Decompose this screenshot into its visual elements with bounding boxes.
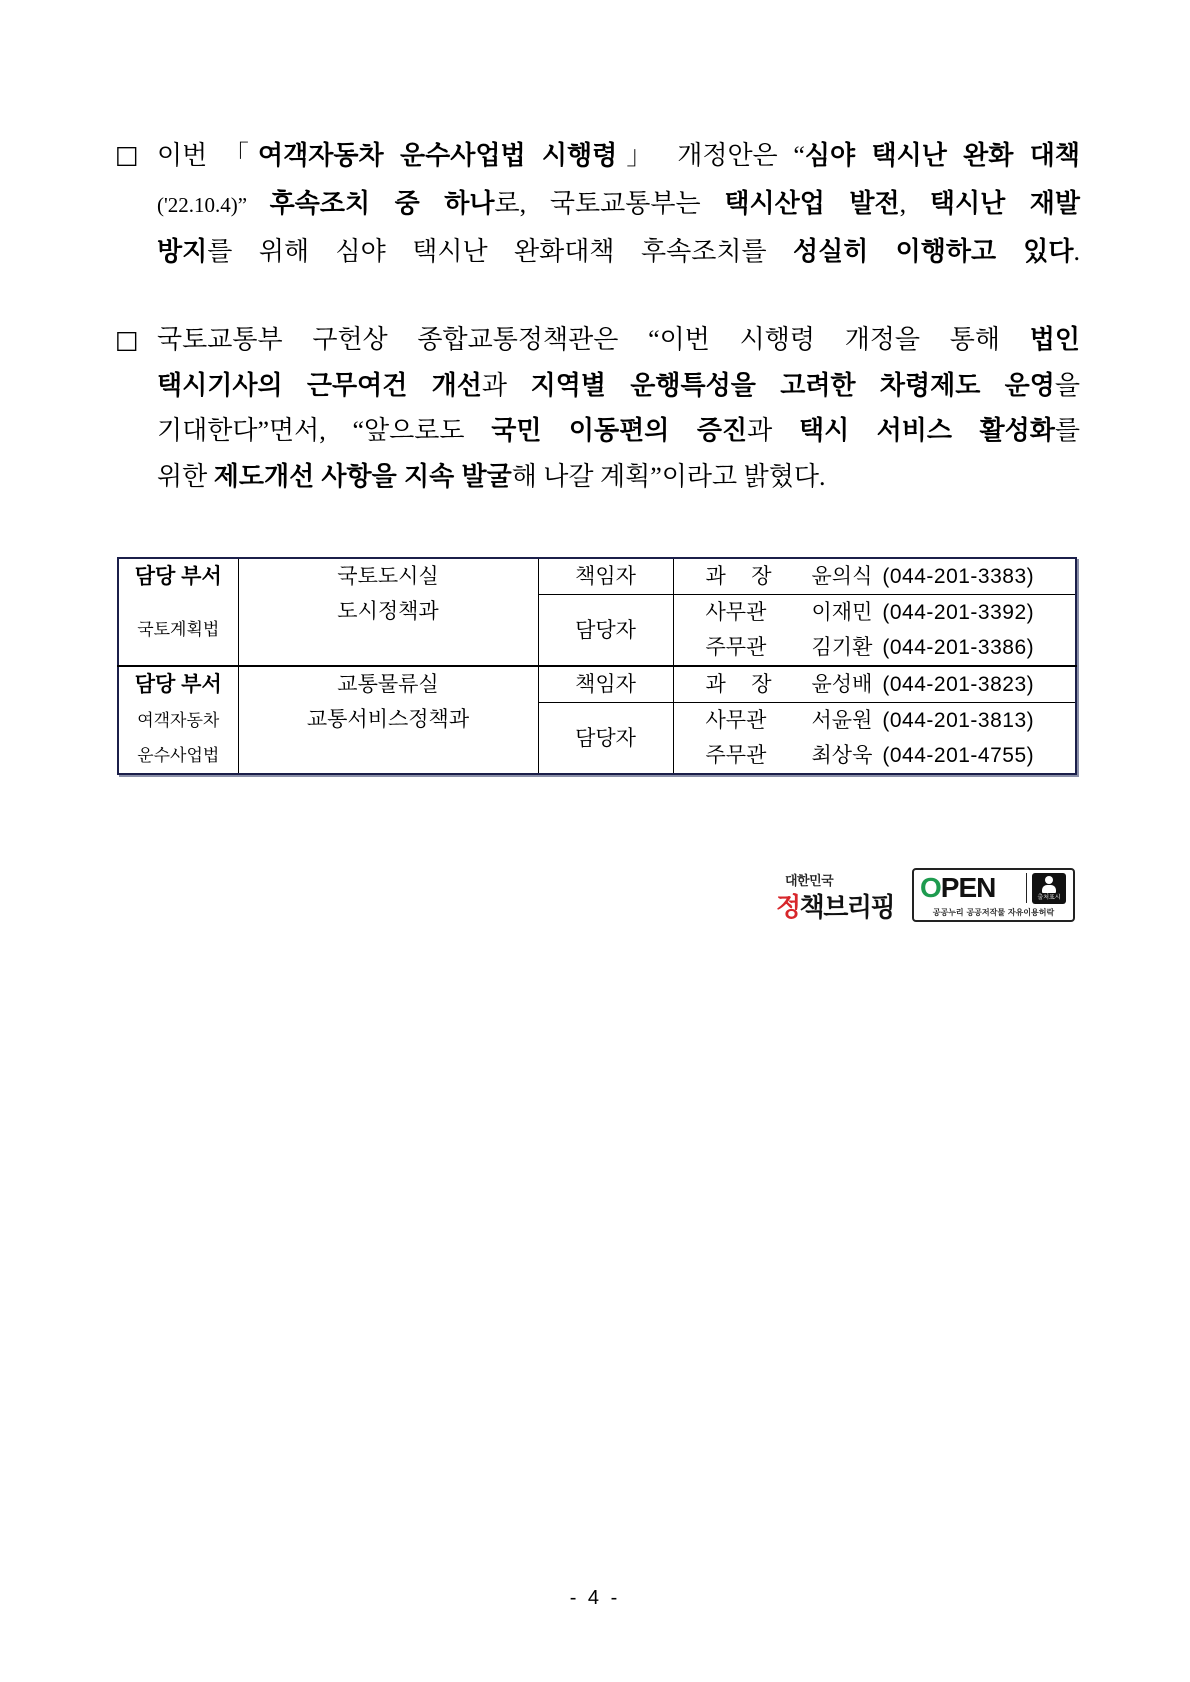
license-caption: 공공누리 공공저작물 자유이용허락 — [932, 908, 1055, 917]
table-row — [118, 666, 1076, 703]
contact-person — [673, 595, 1076, 631]
emphasis-segment: 여객자동차 운수사업법 시행령 — [258, 140, 618, 170]
paragraph-line — [157, 317, 1080, 363]
text-segment: 이번 「 — [157, 141, 259, 170]
contact-person — [673, 738, 1076, 774]
person-title: 과 장 — [705, 673, 772, 696]
emphasis-segment: 후속조치 중 하나 — [269, 188, 495, 218]
paragraph-line — [157, 179, 1080, 227]
contact-person — [673, 558, 1076, 595]
date-segment: ('22.10.4)” — [157, 193, 270, 217]
attribution-label: 출처표시 — [1037, 894, 1061, 901]
contact-person — [673, 703, 1076, 739]
emphasis-segment: 국민 이동편의 증진 — [491, 415, 748, 445]
law-label: 국토계획법 — [118, 595, 238, 667]
paragraph-line — [157, 454, 1080, 500]
responsible-label: 책임자 — [538, 666, 673, 703]
person-phone: (044-201-3813) — [882, 709, 1035, 732]
person-phone: (044-201-4755) — [882, 744, 1035, 767]
person-name: 김기환 — [811, 636, 873, 659]
emphasis-segment: 택시난 재발 — [929, 188, 1081, 218]
text-segment: 국토교통부 구헌상 종합교통정책관은 “이번 시행령 개정을 통해 — [157, 325, 1030, 354]
attribution-icon-box — [1032, 873, 1066, 904]
text-segment: 기대한다”면서, “앞으로도 — [157, 416, 492, 445]
person-name: 서윤원 — [811, 709, 873, 732]
table-row — [118, 558, 1076, 595]
staff-label: 담당자 — [538, 595, 673, 667]
office-cell — [238, 666, 538, 774]
bullet-marker: □ — [115, 140, 139, 169]
bullet-marker: □ — [115, 325, 139, 354]
person-name: 이재민 — [811, 601, 873, 624]
page-number: - 4 - — [569, 1587, 621, 1609]
person-title: 주무관 — [705, 636, 767, 659]
text-segment: 과 — [747, 416, 799, 445]
text-segment: 위한 — [157, 461, 214, 491]
division-name: 도시정책과 — [337, 600, 439, 623]
division-name: 교통서비스정책과 — [306, 708, 470, 731]
emphasis-segment: 택시 서비스 활성화 — [798, 415, 1055, 445]
paragraph-1 — [115, 131, 1080, 275]
contact-table — [117, 557, 1077, 775]
text-segment: 로, 국토교통부는 — [494, 189, 725, 218]
staff-label: 담당자 — [538, 703, 673, 775]
emphasis-segment: 지역별 운행특성을 고려한 차령제도 운영 — [530, 369, 1055, 400]
paragraph-lines — [157, 317, 1080, 499]
text-segment: 를 위해 심야 택시난 완화대책 후속조치를 — [207, 237, 794, 266]
text-segment: 를 — [1054, 416, 1080, 445]
person-name: 윤성배 — [811, 673, 873, 696]
department-label: 담당 부서 — [118, 558, 238, 595]
person-title: 사무관 — [705, 601, 767, 624]
emphasis-segment: 방지 — [157, 236, 208, 266]
office-name: 교통물류실 — [337, 673, 439, 696]
department-label: 담당 부서 — [118, 666, 238, 703]
person-phone: (044-201-3392) — [882, 601, 1035, 624]
person-name: 최상욱 — [811, 744, 873, 767]
office-cell — [238, 558, 538, 666]
paragraph-line — [157, 131, 1080, 179]
person-name: 윤의식 — [811, 565, 873, 588]
logo-title-text: 정책브리핑 — [776, 893, 895, 923]
person-phone: (044-201-3386) — [882, 636, 1035, 659]
responsible-label: 책임자 — [538, 558, 673, 595]
text-segment: 과 — [481, 370, 531, 400]
text-segment: 해 나갈 계획”이라고 밝혔다. — [511, 461, 826, 491]
paragraph-line — [157, 408, 1080, 454]
person-phone: (044-201-3823) — [882, 673, 1035, 696]
emphasis-segment: 법인 — [1029, 324, 1080, 354]
text-segment: . — [1073, 237, 1080, 266]
person-icon — [1045, 876, 1053, 884]
paragraph-2 — [115, 317, 1080, 499]
law-label: 운수사업법 — [118, 738, 238, 774]
paragraph-line — [157, 363, 1080, 409]
policy-briefing-logo — [776, 866, 908, 928]
text-segment: 」 개정안은 “ — [617, 141, 805, 170]
person-phone: (044-201-3383) — [882, 565, 1035, 588]
person-title: 사무관 — [705, 709, 767, 732]
emphasis-segment: 택시산업 발전 — [724, 188, 900, 218]
emphasis-segment: 심야 택시난 완화 대책 — [804, 140, 1081, 170]
text-segment: , — [899, 189, 930, 218]
open-license-badge — [912, 868, 1075, 922]
text-segment: 을 — [1054, 370, 1080, 400]
person-title: 주무관 — [705, 744, 767, 767]
emphasis-segment: 성실히 이행하고 있다 — [793, 236, 1074, 266]
logo-country-text: 대한민국 — [785, 874, 834, 889]
open-license-mark: OPEN — [920, 872, 996, 903]
paragraph-lines — [157, 131, 1080, 275]
contact-person — [673, 630, 1076, 666]
emphasis-segment: 제도개선 사항을 지속 발굴 — [213, 460, 512, 491]
law-label: 여객자동차 — [118, 703, 238, 739]
emphasis-segment: 택시기사의 근무여건 개선 — [157, 369, 482, 400]
person-icon-body — [1042, 885, 1056, 893]
badge-divider — [1026, 873, 1027, 903]
paragraph-line — [157, 227, 1080, 275]
office-name: 국토도시실 — [337, 565, 439, 588]
contact-person — [673, 666, 1076, 703]
person-title: 과 장 — [705, 565, 772, 588]
